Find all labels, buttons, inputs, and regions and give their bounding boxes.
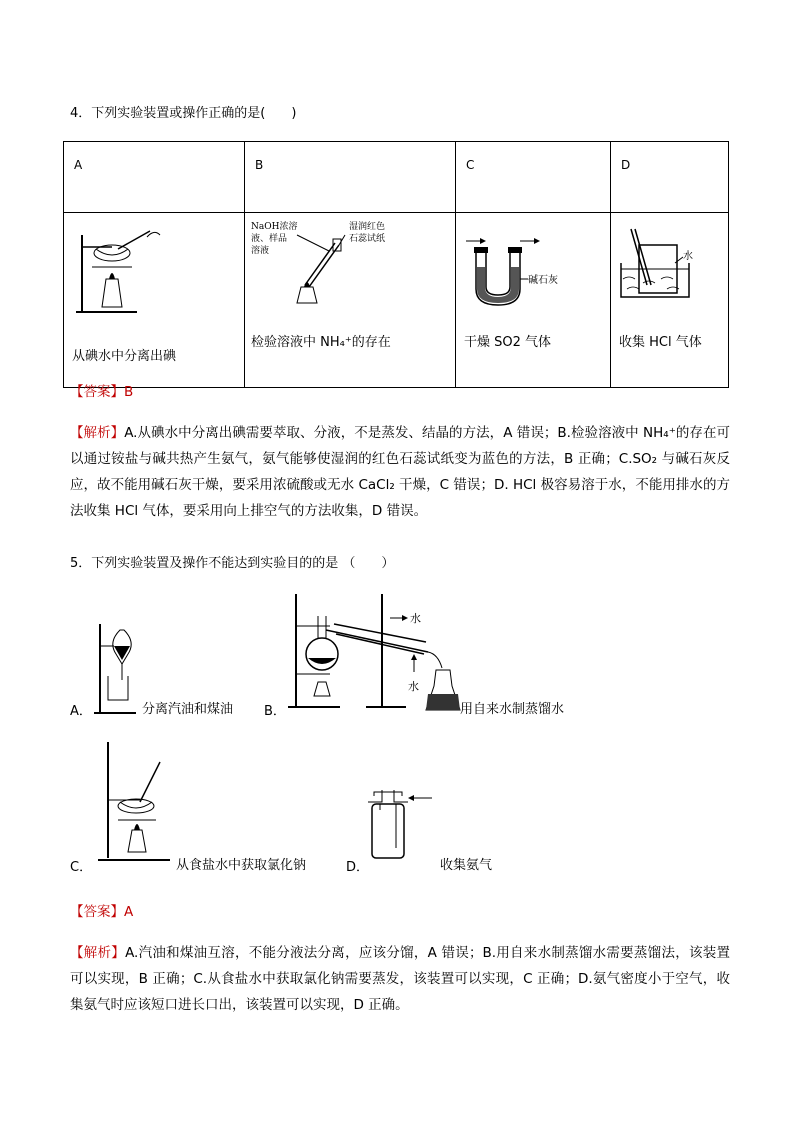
q5-answer-tag: 【答案】 (70, 904, 124, 920)
q4-explanation (70, 420, 730, 524)
q5-option-c-text: 从食盐水中获取氯化钠 (176, 858, 307, 873)
q4b-label-left1: NaOH浓溶 (251, 222, 298, 232)
q5-option-d-letter: D． (346, 860, 370, 875)
q5b-label-bottom: 水 (408, 680, 419, 693)
q4-answer (70, 380, 133, 400)
ammonium-test-figure (249, 215, 439, 310)
q4-header-c: C (456, 142, 611, 213)
q4b-label-left3: 溶液 (251, 246, 270, 256)
q4-header-b: B (245, 142, 456, 213)
q4-caption-d: 收集 HCl 气体 (619, 335, 702, 350)
evaporation-apparatus-figure (72, 227, 172, 327)
q5-option-d-text: 收集氨气 (440, 858, 493, 873)
q4-caption-c: 干燥 SO2 气体 (464, 335, 552, 350)
q5-option-b-text: 用自来水制蒸馏水 (460, 702, 565, 717)
q4-stem: 4．下列实验装置或操作正确的是( ) (70, 106, 297, 121)
q4-cell-b (245, 213, 456, 388)
evaporation-figure (96, 740, 176, 868)
q5-explain-text: A.汽油和煤油互溶，不能分液法分离，应该分馏，A 错误；B.用自来水制蒸馏水需要蒸馏法，该装置可以实现，B 正确；C.从食盐水中获取氯化钠需要蒸发，该装置可以实现，C 正确；D.氨气密度小于空气，收集氨气时应该短口进长口出，该装置可以实现，D 正确。 (70, 945, 731, 1013)
q5-option-a-letter: A． (70, 704, 92, 719)
q4-explain-tag: 【解析】 (70, 425, 125, 441)
q4b-label-right2: 石蕊试纸 (349, 234, 386, 244)
q4-caption-b: 检验溶液中 NH₄⁺的存在 (251, 335, 391, 350)
q4-explain-text: A.从碘水中分离出碘需要萃取、分液，不是蒸发、结晶的方法，A 错误；B.检验溶液中 NH₄⁺的存在可以通过铵盐与碱共热产生氨气，氨气能够使湿润的红色石蕊试纸变为蓝色的方法，B 正确；C.SO₂ 与碱石灰反应，故不能用碱石灰干燥，要采用浓硫酸或无水 CaCl₂ 干燥，C 错误；D. HCl 极容易溶于水，不能用排水的方法收集 HCl 气体，要采用向上排空气的方法收集，D 错误。 (70, 425, 731, 519)
gas-bottle-figure (366, 786, 440, 862)
q4-answer-tag: 【答案】 (70, 384, 124, 400)
q4b-label-left2: 液、样品 (251, 234, 288, 244)
q4-header-a: A (64, 142, 245, 213)
distillation-figure (286, 590, 464, 716)
q4-options-table (63, 141, 729, 388)
q4c-label: 碱石灰 (528, 275, 558, 286)
q4-caption-a: 从碘水中分离出碘 (72, 349, 177, 364)
q5-option-c-letter: C． (70, 860, 93, 875)
q5-option-a-text: 分离汽油和煤油 (142, 702, 234, 717)
q4b-label-right1: 湿润红色 (349, 222, 386, 232)
q4-header-d: D (611, 142, 729, 213)
q4d-label: 水 (683, 251, 693, 262)
u-tube-drying-figure (462, 223, 592, 313)
q4-cell-d (611, 213, 729, 388)
q5-stem: 5．下列实验装置及操作不能达到实验目的的是 （ ） (70, 556, 395, 571)
q5-explanation (70, 940, 730, 1018)
q5-option-b-letter: B． (264, 704, 286, 719)
q5-explain-tag: 【解析】 (70, 945, 126, 961)
water-collection-figure (617, 223, 727, 313)
q5-answer-value: A (124, 904, 134, 920)
q4-answer-value: B (124, 384, 134, 400)
q5b-label-top: 水 (410, 612, 421, 625)
q5-answer (70, 900, 133, 920)
q4-cell-a (64, 213, 245, 388)
separatory-funnel-figure (94, 620, 144, 716)
q4-cell-c (456, 213, 611, 388)
